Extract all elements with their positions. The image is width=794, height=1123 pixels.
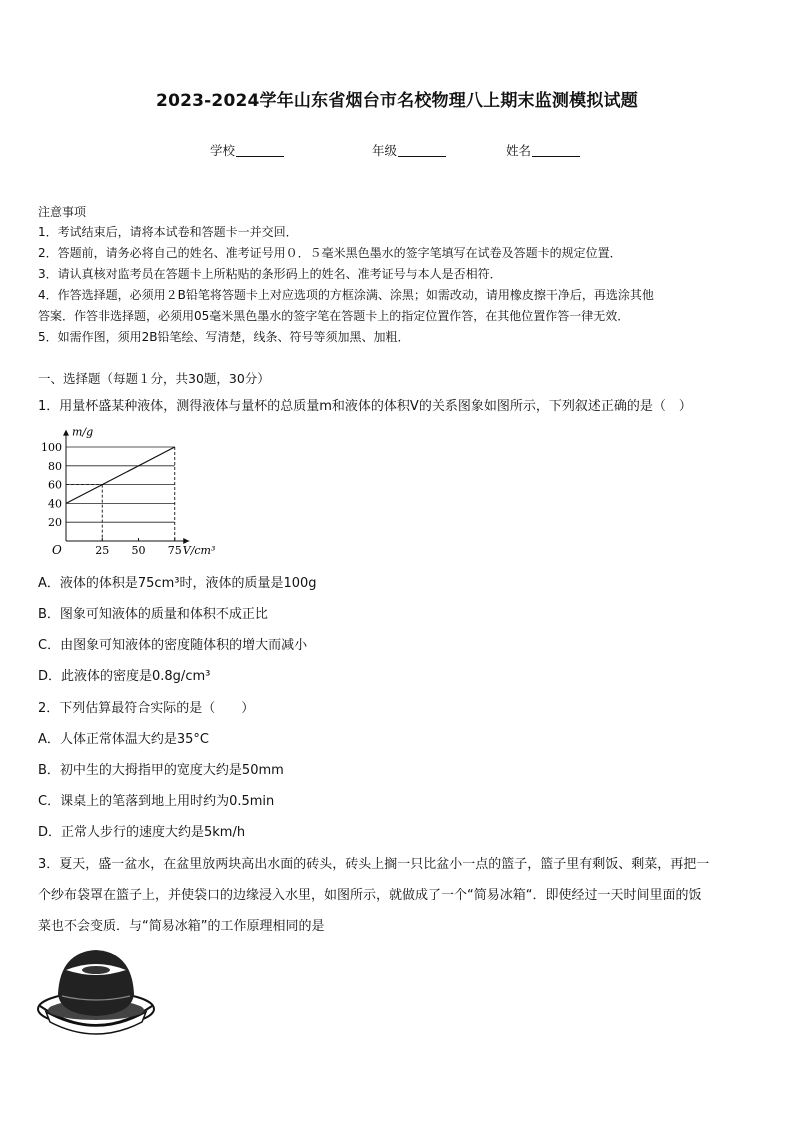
mass-volume-chart bbox=[40, 423, 235, 558]
x-tick-label: 25 bbox=[95, 544, 110, 557]
q1-option-b[interactable]: B．图象可知液体的质量和体积不成正比 bbox=[38, 607, 268, 622]
grade-field[interactable] bbox=[372, 141, 446, 159]
page-title: 2023-2024学年山东省烟台市名校物理八上期末监测模拟试题 bbox=[156, 91, 638, 111]
school-field[interactable] bbox=[210, 141, 284, 159]
q2-option-d[interactable]: D．正常人步行的速度大约是5km/h bbox=[38, 825, 246, 840]
school-label: 学校 bbox=[210, 143, 236, 158]
grade-blank[interactable] bbox=[398, 144, 446, 157]
section-heading: 一、选择题（每题１分，共30题，30分） bbox=[38, 371, 270, 386]
x-tick-label: 75 bbox=[167, 544, 182, 557]
q2-option-c[interactable]: C．课桌上的笔落到地上用时约为0.5min bbox=[38, 794, 275, 809]
y-tick-label: 80 bbox=[48, 459, 62, 473]
notice-heading: 注意事项 bbox=[38, 205, 87, 219]
x-axis-label: V/cm³ bbox=[182, 544, 216, 557]
question-3-line: 3．夏天，盛一盆水，在盆里放两块高出水面的砖头，砖头上搁一只比盆小一点的篮子，篮子里有剩饭、剩菜，再把一 bbox=[38, 857, 710, 872]
question-3-line: 菜也不会变质．与“简易冰箱”的工作原理相同的是 bbox=[38, 919, 325, 934]
series-line bbox=[66, 447, 175, 503]
notice-item: 答案．作答非选择题，必须用05毫米黑色墨水的签字笔在答题卡上的指定位置作答，在其他位置作答一律无效． bbox=[38, 309, 630, 323]
y-tick-label: 20 bbox=[48, 516, 62, 530]
school-blank[interactable] bbox=[236, 144, 284, 157]
origin-label: O bbox=[52, 543, 62, 557]
name-label: 姓名 bbox=[506, 143, 532, 158]
y-axis-label: m/g bbox=[72, 425, 94, 439]
q1-option-c[interactable]: C．由图象可知液体的密度随体积的增大而减小 bbox=[38, 638, 308, 653]
notice-item: 5．如需作图，须用2B铅笔绘、写清楚，线条、符号等须加黑、加粗． bbox=[38, 330, 410, 344]
name-blank[interactable] bbox=[532, 144, 580, 157]
question-2-stem: 2．下列估算最符合实际的是（ ） bbox=[38, 701, 255, 716]
question-3-line: 个纱布袋罩在篮子上，并使袋口的边缘浸入水里，如图所示，就做成了一个“简易冰箱“．即使经过一天时间里面的饭 bbox=[38, 888, 702, 903]
notice-item: 2．答题前，请务必将自己的姓名、准考证号用０．５毫米黑色墨水的签字笔填写在试卷及答题卡的规定位置． bbox=[38, 246, 622, 260]
q1-option-d[interactable]: D．此液体的密度是0.8g/cm³ bbox=[38, 669, 211, 684]
y-axis-arrow bbox=[63, 430, 69, 436]
q2-option-b[interactable]: B．初中生的大拇指甲的宽度大约是50mm bbox=[38, 763, 284, 778]
y-tick-label: 40 bbox=[48, 497, 62, 511]
question-1-stem: 1．用量杯盛某种液体，测得液体与量杯的总质量m和液体的体积V的关系图象如图所示，下列叙述正确的是（ ） bbox=[38, 399, 692, 414]
y-tick-label: 100 bbox=[41, 441, 62, 454]
y-tick-label: 60 bbox=[48, 478, 62, 492]
notice-item: 1．考试结束后，请将本试卷和答题卡一并交回． bbox=[38, 225, 298, 239]
q2-option-a[interactable]: A．人体正常体温大约是35°C bbox=[38, 732, 210, 747]
notice-item: 4．作答选择题，必须用２B铅笔将答题卡上对应选项的方框涂满、涂黑；如需改动，请用橡皮擦干净后，再选涂其他 bbox=[38, 288, 654, 302]
x-tick-label: 50 bbox=[131, 544, 146, 557]
notice-item: 3．请认真核对监考员在答题卡上所粘贴的条形码上的姓名、准考证号与本人是否相符． bbox=[38, 267, 502, 281]
q1-option-a[interactable]: A．液体的体积是75cm³时，液体的质量是100g bbox=[38, 576, 317, 591]
simple-fridge-illustration bbox=[36, 944, 158, 1039]
name-field[interactable] bbox=[506, 141, 580, 159]
grade-label: 年级 bbox=[372, 143, 398, 158]
